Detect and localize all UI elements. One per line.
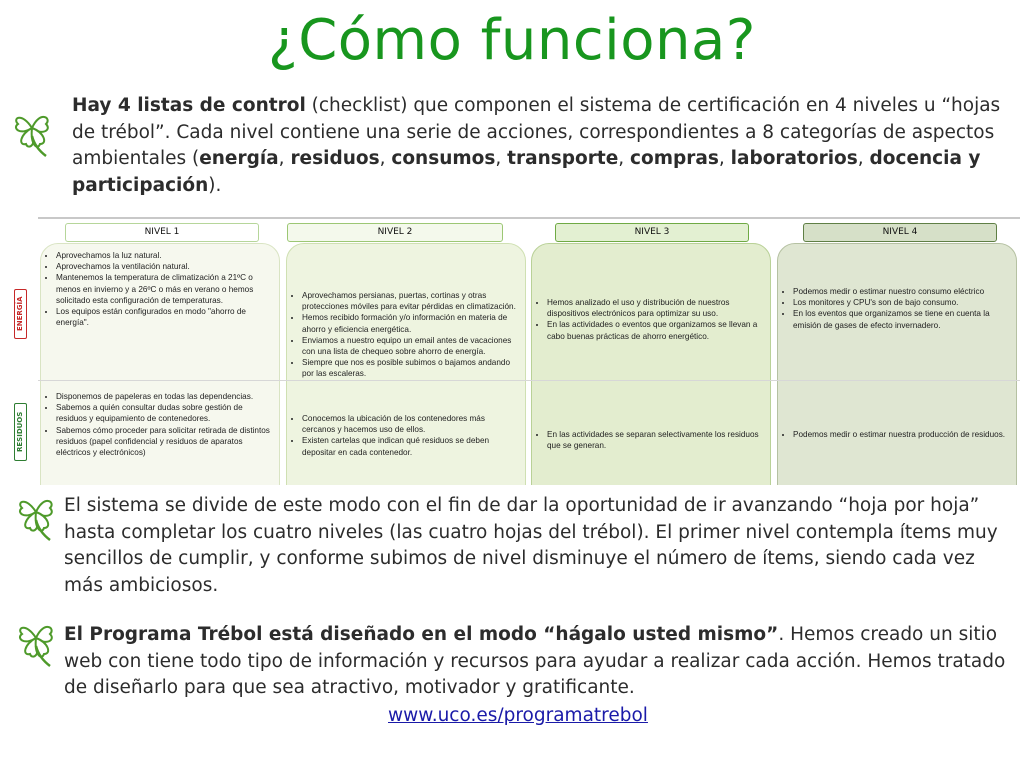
checklist-item: • En los eventos que organizamos se tiene en cuenta la emisión de gases de efecto invernadero. (793, 308, 1011, 330)
intro-text-6: , (718, 148, 731, 169)
checklist-cell (46, 250, 274, 328)
intro-bold-2: energía (199, 148, 279, 169)
intro-bold-1: Hay 4 listas de control (72, 95, 306, 116)
paragraph-diy (64, 622, 1014, 702)
checklist-items (783, 429, 1011, 440)
row-separator (38, 380, 1020, 381)
level-header: NIVEL 3 (555, 223, 749, 242)
row-label-energia: ENERGÍA (14, 289, 27, 339)
checklist-item: • Mantenemos la temperatura de climatización a 21ºC o menos en invierno y a 26ºC o más en verano o hemos solicitado esta configuración de temperaturas. (56, 272, 274, 306)
checklist-item: • Los equipos están configurados en modo "ahorro de energía". (56, 306, 274, 328)
checklist-items (292, 413, 520, 458)
checklist-item: • Sabemos cómo proceder para solicitar retirada de distintos residuos (papel confidencial y residuos de aparatos eléctricos y electrónicos) (56, 425, 274, 459)
checklist-items (783, 286, 1011, 331)
intro-text-8: ). (208, 174, 222, 196)
intro-paragraph (72, 93, 1012, 199)
checklist-cell (537, 297, 765, 342)
intro-text-3: , (379, 148, 392, 169)
intro-bold-5: transporte (507, 148, 619, 169)
checklist-items (292, 290, 520, 380)
checklist-items (46, 391, 274, 458)
checklist-item: • Aprovechamos la ventilación natural. (56, 261, 274, 272)
checklist-cell (292, 290, 520, 380)
diy-text: . Hemos creado un sitio web con tiene todo tipo de información y recursos para ayudar a realizar cada acción. Hemos tratado de diseñarlo para que sea atractivo, motivador y gratificante. (64, 624, 1006, 698)
checklist-cell (783, 429, 1011, 440)
checklist-cell (537, 429, 765, 451)
paragraph-levels: El sistema se divide de este modo con el fin de dar la oportunidad de ir avanzando “hoja por hoja” hasta completar los cuatro niveles (las cuatro hojas del trébol). El primer nivel contempla ítems muy sencillos de cumplir, y conforme subimos de nivel disminuye el número de ítems, siendo cada vez más ambiciosos. (64, 495, 998, 596)
checklist-item: • Siempre que nos es posible subimos o bajamos andando por las escaleras. (302, 357, 520, 379)
level-header: NIVEL 4 (803, 223, 997, 242)
checklist-cell (292, 413, 520, 458)
intro-text-5: , (618, 148, 631, 169)
checklist-items (537, 429, 765, 451)
checklist-item: • Aprovechamos persianas, puertas, cortinas y otras protecciones móviles para evitar pérdidas en climatización. (302, 290, 520, 312)
checklist-item: • Hemos recibido formación y/o información en materia de ahorro y eficiencia energética. (302, 312, 520, 334)
intro-text-2: , (278, 148, 291, 169)
checklist-item: • Sabemos a quién consultar dudas sobre gestión de residuos y equipamiento de contenedores. (56, 402, 274, 424)
checklist-item: • Existen cartelas que indican qué residuos se deben depositar en cada contenedor. (302, 435, 520, 457)
checklist-cell (46, 391, 274, 458)
checklist-item: • Aprovechamos la luz natural. (56, 250, 274, 261)
checklist-item: • Hemos analizado el uso y distribución de nuestros dispositivos electrónicos para optimizar su uso. (547, 297, 765, 319)
clover-icon (14, 616, 58, 668)
level-column (777, 243, 1017, 485)
intro-text-1: (checklist) que componen el sistema de certificación en 4 niveles u “hojas de trébol”. Cada nivel contiene una serie de acciones, correspondientes a 8 categorías de aspectos ambientales ( (72, 95, 1001, 169)
diy-bold: El Programa Trébol está diseñado en el modo “hágalo usted mismo” (64, 624, 779, 645)
checklist-items (537, 297, 765, 342)
intro-bold-4: consumos (391, 148, 496, 169)
checklist-item: • Podemos medir o estimar nuestro consumo eléctrico (793, 286, 1011, 297)
website-link[interactable]: www.uco.es/programatrebol (388, 705, 648, 726)
level-header: NIVEL 1 (65, 223, 259, 242)
intro-bold-3: residuos (290, 148, 380, 169)
checklist-item: • En las actividades se separan selectivamente los residuos que se generan. (547, 429, 765, 451)
level-header: NIVEL 2 (287, 223, 503, 242)
intro-bold-8: docencia y participación (72, 148, 981, 196)
checklist-table (8, 217, 1020, 485)
checklist-item: • Conocemos la ubicación de los contenedores más cercanos y hacemos uso de ellos. (302, 413, 520, 435)
intro-bold-6: compras (630, 148, 719, 169)
row-label-residuos: RESIDUOS (14, 403, 27, 461)
checklist-item: • Enviamos a nuestro equipo un email antes de vacaciones con una lista de chequeo sobre ahorro de energía. (302, 335, 520, 357)
checklist-cell (783, 286, 1011, 331)
checklist-item: • Los monitores y CPU's son de bajo consumo. (793, 297, 1011, 308)
checklist-item: • En las actividades o eventos que organizamos se llevan a cabo buenas prácticas de ahorro energético. (547, 319, 765, 341)
intro-text-4: , (495, 148, 508, 169)
clover-icon (10, 106, 54, 158)
intro-text-7: , (857, 148, 870, 169)
checklist-item: • Podemos medir o estimar nuestra producción de residuos. (793, 429, 1011, 440)
page-title: ¿Cómo funciona? (267, 8, 757, 73)
checklist-item: • Disponemos de papeleras en todas las dependencias. (56, 391, 274, 402)
table-top-rule (38, 217, 1020, 219)
intro-bold-7: laboratorios (730, 148, 858, 169)
checklist-items (46, 250, 274, 328)
clover-icon (14, 490, 58, 542)
